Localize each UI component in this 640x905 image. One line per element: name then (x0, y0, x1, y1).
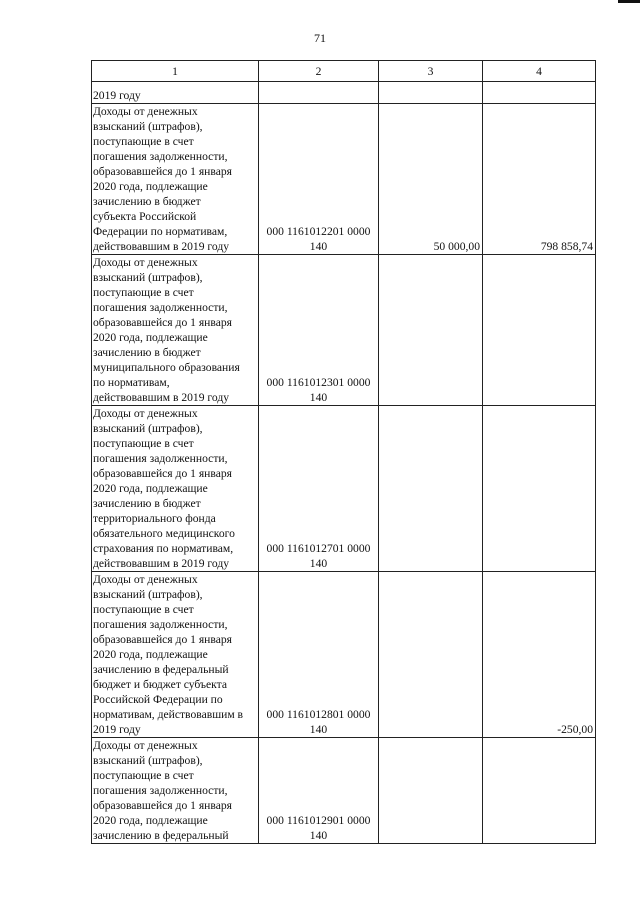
revenue-table (91, 60, 596, 844)
column-header-4: 4 (483, 61, 596, 82)
column-header-1: 1 (92, 61, 259, 82)
amount-cell-4 (483, 738, 596, 844)
description-cell: Доходы от денежных взысканий (штрафов), поступающие в счет погашения задолженности, образовавшейся до 1 января 2020 года, подлежащие зачислению в федеральный бюджет и бюджет субъекта Российской Федерации по нормативам, действовавшим в 2019 году (92, 572, 259, 738)
table-row (92, 572, 596, 738)
table-row (92, 104, 596, 255)
description-cell: Доходы от денежных взысканий (штрафов), поступающие в счет погашения задолженности, образовавшейся до 1 января 2020 года, подлежащие зачислению в бюджет муниципального образования по нормативам, действовавшим в 2019 году (92, 255, 259, 406)
empty-cell (379, 82, 483, 104)
amount-cell-3 (379, 406, 483, 572)
table-row (92, 82, 596, 104)
code-cell: 000 1161012801 0000 140 (259, 572, 379, 738)
amount-cell-3: 50 000,00 (379, 104, 483, 255)
table-row (92, 738, 596, 844)
page-number: 71 (314, 31, 326, 45)
amount-cell-3 (379, 738, 483, 844)
code-cell: 000 1161012301 0000 140 (259, 255, 379, 406)
code-cell: 000 1161012701 0000 140 (259, 406, 379, 572)
continued-description-cell: 2019 году (92, 82, 259, 104)
amount-cell-4: 798 858,74 (483, 104, 596, 255)
description-cell: Доходы от денежных взысканий (штрафов), поступающие в счет погашения задолженности, образовавшейся до 1 января 2020 года, подлежащие зачислению в бюджет субъекта Российской Федерации по нормативам, действовавшим в 2019 году (92, 104, 259, 255)
code-cell: 000 1161012201 0000 140 (259, 104, 379, 255)
corner-mark (618, 0, 640, 3)
table-row (92, 406, 596, 572)
amount-cell-3 (379, 572, 483, 738)
amount-cell-4 (483, 406, 596, 572)
column-header-2: 2 (259, 61, 379, 82)
code-cell: 000 1161012901 0000 140 (259, 738, 379, 844)
empty-cell (483, 82, 596, 104)
column-header-3: 3 (379, 61, 483, 82)
header-row (92, 61, 596, 82)
table-row (92, 255, 596, 406)
amount-cell-4: -250,00 (483, 572, 596, 738)
amount-cell-3 (379, 255, 483, 406)
description-cell: Доходы от денежных взысканий (штрафов), поступающие в счет погашения задолженности, образовавшейся до 1 января 2020 года, подлежащие зачислению в федеральный (92, 738, 259, 844)
amount-cell-4 (483, 255, 596, 406)
description-cell: Доходы от денежных взысканий (штрафов), поступающие в счет погашения задолженности, образовавшейся до 1 января 2020 года, подлежащие зачислению в бюджет территориального фонда обязательного медицинского страхования по нормативам, действовавшим в 2019 году (92, 406, 259, 572)
empty-cell (259, 82, 379, 104)
